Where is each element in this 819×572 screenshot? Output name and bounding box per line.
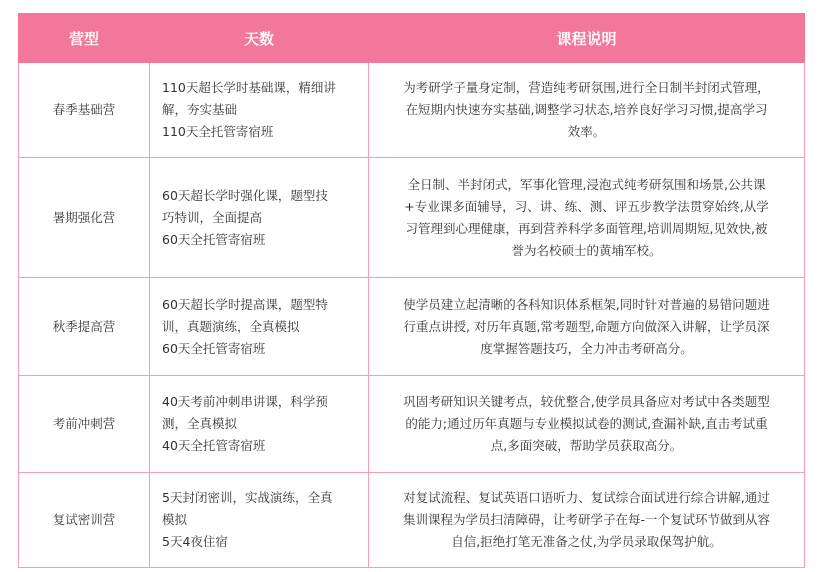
table-row [19,63,805,158]
table-row [19,158,805,278]
days-line: 训，真题演练，全真模拟 [162,318,300,334]
camp-name: 春季基础营 [19,63,150,158]
desc-line: 行重点讲授, 对历年真题,常考题型,命题方向做深入讲解，让学员深 [403,318,770,334]
camp-description [369,63,805,158]
days-line: 测，全真模拟 [162,416,238,431]
camp-days [150,63,369,158]
days-line: 解，夯实基础 [162,102,238,117]
camp-days [150,278,369,376]
desc-line: 点,多面突破，帮助学员获取高分。 [490,438,683,453]
header-days: 天数 [150,14,369,63]
camp-description [369,278,805,376]
days-line: 模拟 [162,512,188,527]
days-line: 5天封闭密训，实战演练，全真 [162,490,333,505]
header-description: 课程说明 [369,14,805,63]
days-line: 110天全托管寄宿班 [162,124,274,139]
days-line: 60天全托管寄宿班 [162,231,266,247]
camp-name: 暑期强化营 [19,158,150,278]
desc-line: 对复试流程、复试英语口语听力、复试综合面试进行综合讲解,通过 [403,490,770,505]
desc-line: 度掌握答题技巧，全力冲击考研高分。 [480,340,693,356]
desc-line: 为考研学子量身定制，营造纯考研氛围,进行全日制半封闭式管理， [403,80,770,95]
table-row [19,278,805,376]
desc-line: 使学员建立起清晰的各科知识体系框架,同时针对普遍的易错问题进 [403,296,770,312]
days-line: 60天超长学时强化课，题型技 [162,187,328,203]
header-camp: 营型 [19,14,150,63]
desc-line: 集训课程为学员扫清障碍，让考研学子在每-一个复试环节做到从容 [402,512,770,527]
days-line: 5天4夜住宿 [162,534,228,549]
course-table-container [18,13,804,568]
camp-name: 秋季提高营 [19,278,150,376]
days-line: 60天超长学时提高课，题型特 [162,296,328,312]
camp-description [369,376,805,473]
camp-days [150,158,369,278]
days-line: 40天全托管寄宿班 [162,438,266,453]
days-line: 60天全托管寄宿班 [162,340,266,356]
camp-days [150,473,369,568]
days-line: 40天考前冲刺串讲课，科学预 [162,394,328,409]
camp-description [369,473,805,568]
desc-line: 在短期内快速夯实基础,调整学习状态,培养良好学习习惯,提高学习 [405,102,768,117]
camp-name: 考前冲刺营 [19,376,150,473]
desc-line: +专业课多面辅导，习、讲、练、测、评五步教学法贯穿始终,从学 [404,198,769,214]
camp-days [150,376,369,473]
table-header-row [19,14,805,63]
table-row [19,376,805,473]
days-line: 110天超长学时基础课，精细讲 [162,80,336,95]
camp-name: 复试密训营 [19,473,150,568]
desc-line: 的能力;通过历年真题与专业模拟试卷的测试,查漏补缺,直击考试重 [405,416,768,431]
desc-line: 誉为名校硕士的黄埔军校。 [511,242,662,258]
desc-line: 习管理到心理健康，再到营养科学多面管理,培训周期短,见效快,被 [405,220,768,236]
desc-line: 全日制、半封闭式，军事化管理,浸泡式纯考研氛围和场景,公共课 [407,176,766,192]
desc-line: 效率。 [567,124,606,139]
desc-line: 自信,拒绝打笔无准备之仗,为学员录取保驾护航。 [451,534,722,549]
camp-description [369,158,805,278]
table-row [19,473,805,568]
days-line: 巧特训，全面提高 [162,209,263,225]
course-table [18,13,805,568]
desc-line: 巩固考研知识关键考点，较优整合,使学员具备应对考试中各类题型 [403,394,770,409]
